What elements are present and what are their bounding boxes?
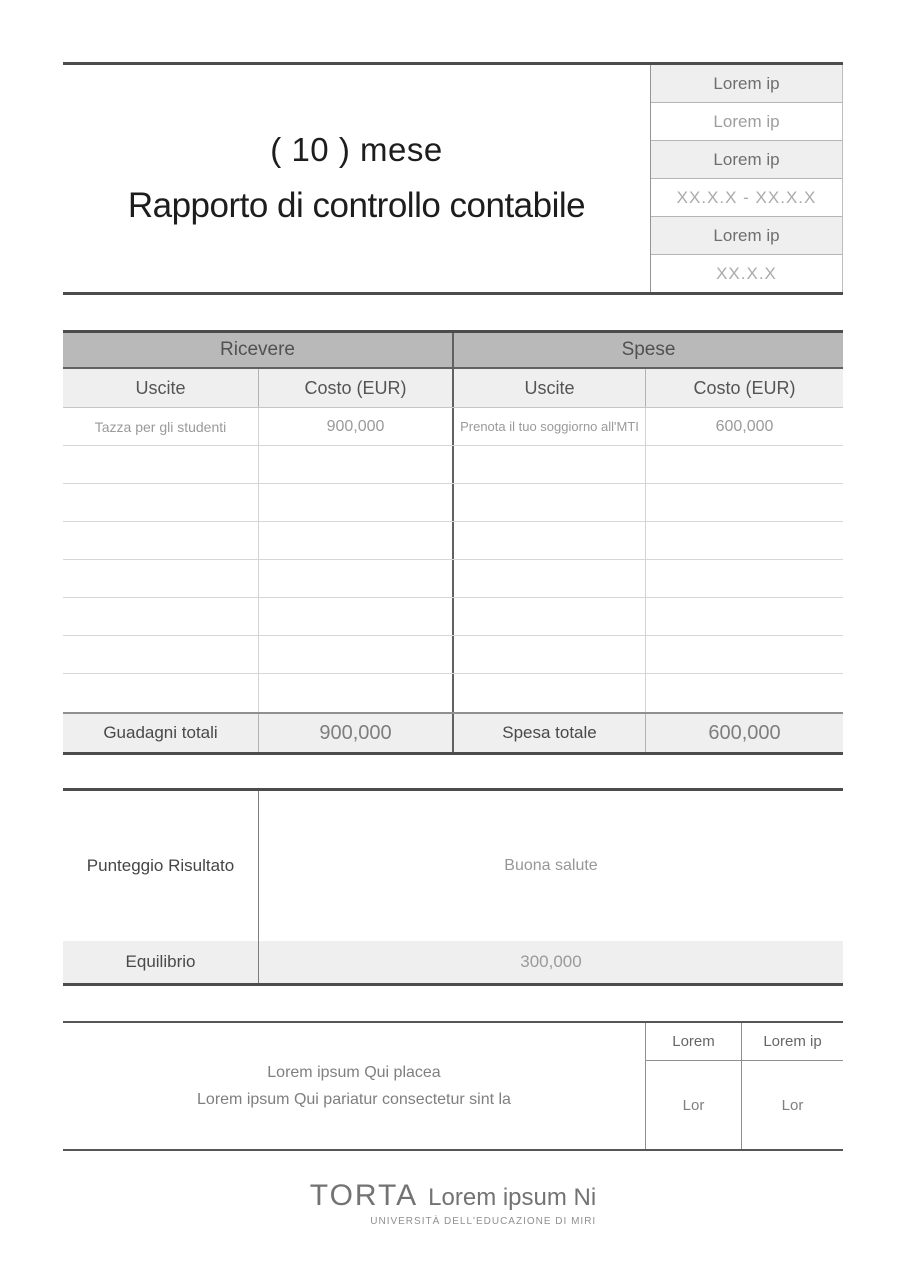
report-content [63, 62, 843, 1227]
report-month-title: ( 10 ) mese [270, 131, 443, 168]
balance-row [63, 941, 843, 983]
table-row-empty [63, 636, 843, 674]
brand-logo-text: TORTA [309, 1179, 419, 1212]
notes-line-1: Lorem ipsum Qui placea [267, 1063, 441, 1081]
result-score-value: Buona salute [258, 791, 843, 941]
entry-item-left: Tazza per gli studenti [94, 418, 227, 435]
signature-column-1-header: Lorem [646, 1023, 741, 1061]
entry-cost-left: 900,000 [258, 408, 452, 445]
notes-line-2: Lorem ipsum Qui pariatur consectetur sint la [197, 1090, 511, 1108]
table-row-empty [63, 522, 843, 560]
notes-text-block [63, 1023, 645, 1149]
total-income-label: Guadagni totali [103, 723, 218, 742]
balance-label: Equilibrio [125, 952, 196, 971]
table-row [63, 408, 843, 446]
notes-section [63, 1021, 843, 1151]
table-row-empty [63, 598, 843, 636]
entry-cost-right: 600,000 [645, 408, 843, 445]
group-header-ricevere: Ricevere [220, 339, 295, 360]
report-title: Rapporto di controllo contabile [127, 186, 586, 225]
brand-name-text: Lorem ipsum Ni [428, 1184, 597, 1211]
result-score-row [63, 791, 843, 941]
group-header-spese: Spese [452, 333, 843, 367]
table-row-empty [63, 560, 843, 598]
signature-column-2 [741, 1023, 843, 1149]
signature-column-2-header: Lorem ip [742, 1023, 843, 1061]
info-row-date: XX.X.X [716, 263, 777, 283]
column-header-uscite-left: Uscite [135, 377, 186, 398]
footer-logo [63, 1179, 843, 1227]
column-header-costo-right: Costo (EUR) [645, 369, 843, 407]
info-row: Lorem ip [651, 103, 842, 141]
total-expense-value: 600,000 [645, 714, 843, 752]
header-info-table [650, 65, 843, 292]
column-header-costo-left: Costo (EUR) [258, 369, 452, 407]
info-row: Lorem ip [651, 217, 842, 255]
signature-column-1 [645, 1023, 741, 1149]
totals-row [63, 712, 843, 752]
entry-item-right: Prenota il tuo soggiorno all'MTI [452, 408, 645, 445]
info-row: Lorem ip [651, 141, 842, 179]
accounting-table [63, 330, 843, 755]
signature-column-1-value: Lor [682, 1096, 705, 1114]
table-row-empty [63, 674, 843, 712]
total-income-value: 900,000 [258, 714, 452, 752]
column-header-uscite-right: Uscite [452, 369, 645, 407]
title-block [63, 65, 650, 292]
table-row-empty [63, 484, 843, 522]
info-row: Lorem ip [651, 65, 842, 103]
total-expense-label: Spesa totale [452, 714, 645, 752]
group-header-row [63, 333, 843, 369]
table-row-empty [63, 446, 843, 484]
report-header [63, 62, 843, 295]
signature-column-2-value: Lor [781, 1096, 804, 1114]
result-section [63, 788, 843, 986]
brand-tagline: UNIVERSITÀ DELL'EDUCAZIONE DI MIRI [370, 1216, 597, 1227]
balance-value: 300,000 [258, 941, 843, 983]
info-row-date-range: XX.X.X - XX.X.X [651, 179, 842, 217]
result-score-label: Punteggio Risultato [86, 856, 235, 875]
column-header-row [63, 369, 843, 408]
